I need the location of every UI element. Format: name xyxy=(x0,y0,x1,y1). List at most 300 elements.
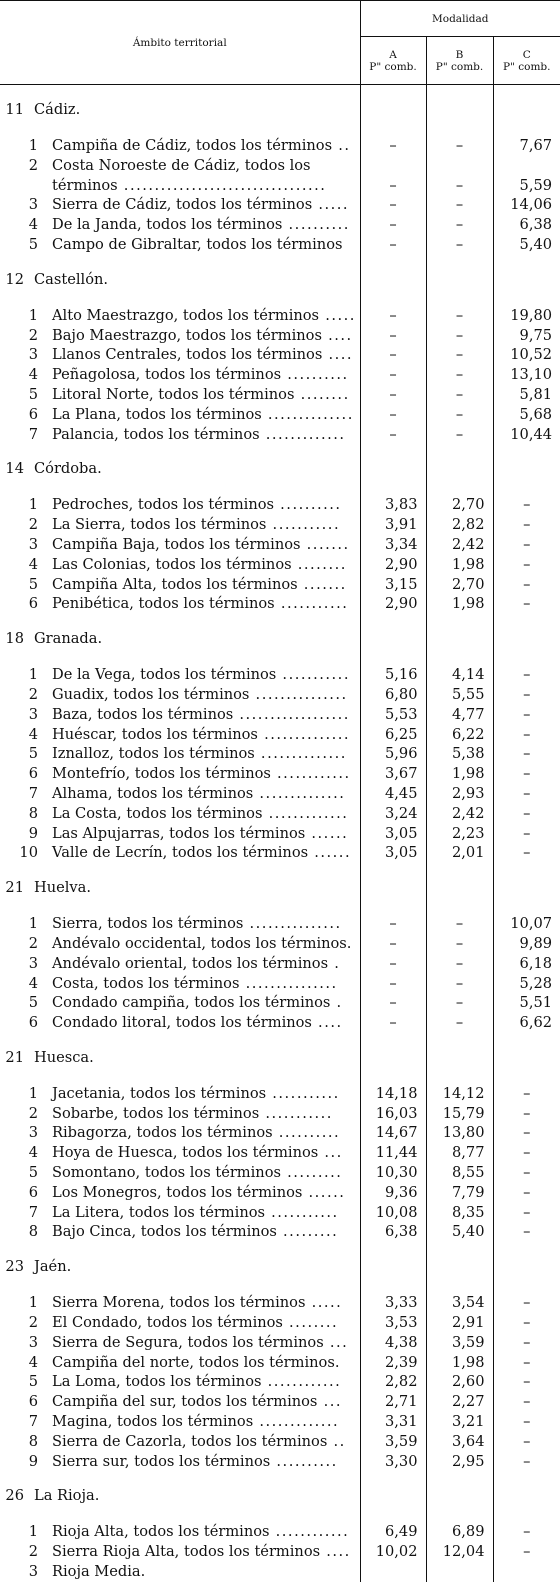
area-number: 4 xyxy=(0,1143,38,1163)
table-row xyxy=(0,914,560,934)
area-number: 1 xyxy=(0,1522,38,1542)
area-label: Costa, todos los términos xyxy=(52,975,239,992)
empty-cell xyxy=(426,1483,493,1508)
value-cell: – xyxy=(493,1452,560,1472)
value-cell: 10,02 xyxy=(360,1542,426,1562)
area-label: Bajo Cinca, todos los términos xyxy=(52,1223,277,1240)
value-cell: – xyxy=(360,914,426,934)
area-label: Litoral Norte, todos los términos xyxy=(52,386,294,403)
value-cell: – xyxy=(360,993,426,1013)
value-cell: – xyxy=(426,195,493,215)
value-cell: 12,04 xyxy=(426,1542,493,1562)
area-cell xyxy=(0,405,360,425)
area-label: Guadix, todos los términos xyxy=(52,686,249,703)
empty-cell xyxy=(360,626,426,651)
area-cell xyxy=(0,575,360,595)
spacer-cell xyxy=(360,1508,426,1522)
value-cell: – xyxy=(360,235,426,255)
area-number: 2 xyxy=(0,685,38,705)
spacer-row xyxy=(0,444,560,456)
province-row xyxy=(0,267,560,292)
spacer-cell xyxy=(426,1070,493,1084)
area-number: 6 xyxy=(0,1183,38,1203)
spacer-cell xyxy=(493,1279,560,1293)
leader-dots: ............ xyxy=(261,1373,341,1390)
area-number: 2 xyxy=(0,934,38,954)
spacer-cell xyxy=(493,444,560,456)
empty-cell xyxy=(426,875,493,900)
value-cell: – xyxy=(493,725,560,745)
area-label: Alhama, todos los términos xyxy=(52,785,253,802)
area-number: 3 xyxy=(0,705,38,725)
area-cell xyxy=(0,176,360,196)
value-cell: 14,12 xyxy=(426,1084,493,1104)
area-cell xyxy=(0,555,360,575)
table-row xyxy=(0,575,560,595)
spacer-cell xyxy=(0,1242,360,1254)
value-cell: 6,38 xyxy=(493,215,560,235)
spacer-cell xyxy=(0,900,360,914)
area-cell xyxy=(0,515,360,535)
area-number: 1 xyxy=(0,665,38,685)
value-cell: – xyxy=(426,136,493,156)
empty-cell xyxy=(360,1045,426,1070)
value-cell: 6,80 xyxy=(360,685,426,705)
area-label: Sierra de Cazorla, todos los términos xyxy=(52,1433,327,1450)
value-cell: 3,15 xyxy=(360,575,426,595)
area-label: De la Janda, todos los términos xyxy=(52,216,282,233)
col-b-header xyxy=(426,37,493,85)
province-name: Granada. xyxy=(34,630,102,647)
table-row xyxy=(0,594,560,614)
spacer-row xyxy=(0,1033,560,1045)
value-cell: 10,07 xyxy=(493,914,560,934)
spacer-cell xyxy=(0,481,360,495)
value-cell: – xyxy=(493,1432,560,1452)
spacer-cell xyxy=(426,614,493,626)
spacer-cell xyxy=(426,444,493,456)
value-cell: 3,31 xyxy=(360,1412,426,1432)
province-name: Castellón. xyxy=(34,271,108,288)
area-cell xyxy=(0,594,360,614)
area-number: 9 xyxy=(0,1452,38,1472)
area-cell xyxy=(0,495,360,515)
area-label: Ribagorza, todos los términos xyxy=(52,1124,273,1141)
area-cell xyxy=(0,326,360,346)
province-number: 14 xyxy=(0,456,24,481)
table-row xyxy=(0,1432,560,1452)
area-number: 1 xyxy=(0,914,38,934)
spacer-cell xyxy=(493,1508,560,1522)
value-cell: 2,93 xyxy=(426,784,493,804)
spacer-cell xyxy=(426,900,493,914)
value-cell: 2,95 xyxy=(426,1452,493,1472)
value-cell: 3,59 xyxy=(426,1333,493,1353)
area-number: 3 xyxy=(0,535,38,555)
area-cell xyxy=(0,1313,360,1333)
area-label: Pedroches, todos los términos xyxy=(52,496,274,513)
value-cell: – xyxy=(360,326,426,346)
value-cell: 5,53 xyxy=(360,705,426,725)
value-cell: 6,22 xyxy=(426,725,493,745)
area-cell xyxy=(0,1183,360,1203)
table-row xyxy=(0,1452,560,1472)
table-row xyxy=(0,1542,560,1562)
table-row xyxy=(0,515,560,535)
area-cell xyxy=(0,1163,360,1183)
spacer-cell xyxy=(0,651,360,665)
province-number: 26 xyxy=(0,1483,24,1508)
table-row xyxy=(0,176,560,196)
area-number: 2 xyxy=(0,1104,38,1124)
table-row xyxy=(0,1412,560,1432)
spacer-cell xyxy=(493,122,560,136)
col-b-letter: B xyxy=(427,49,493,61)
value-cell: – xyxy=(426,934,493,954)
spacer-row xyxy=(0,481,560,495)
table-row xyxy=(0,1013,560,1033)
empty-cell xyxy=(426,1045,493,1070)
value-cell: 15,79 xyxy=(426,1104,493,1124)
area-cell xyxy=(0,665,360,685)
area-cell xyxy=(0,1432,360,1452)
area-label: Palancia, todos los términos xyxy=(52,426,260,443)
area-cell xyxy=(0,764,360,784)
empty-cell xyxy=(493,1483,560,1508)
col-c-header xyxy=(493,37,560,85)
value-cell: 7,79 xyxy=(426,1183,493,1203)
table-row xyxy=(0,1333,560,1353)
leader-dots: ... xyxy=(324,1334,349,1351)
area-cell xyxy=(0,1542,360,1562)
spacer-cell xyxy=(360,481,426,495)
area-label: Campiña de Cádiz, todos los términos xyxy=(52,137,332,154)
spacer-cell xyxy=(426,255,493,267)
table-row xyxy=(0,136,560,156)
area-label: Sierra de Segura, todos los términos xyxy=(52,1334,324,1351)
value-cell: 2,70 xyxy=(426,575,493,595)
spacer-cell xyxy=(426,481,493,495)
spacer-cell xyxy=(0,1508,360,1522)
area-label: Bajo Maestrazgo, todos los términos xyxy=(52,327,322,344)
leader-dots: . xyxy=(330,994,342,1011)
value-cell: 2,90 xyxy=(360,555,426,575)
area-number: 3 xyxy=(0,954,38,974)
area-number: 9 xyxy=(0,824,38,844)
value-cell: – xyxy=(426,326,493,346)
area-number: 1 xyxy=(0,306,38,326)
area-number: 2 xyxy=(0,326,38,346)
area-label: Las Alpujarras, todos los términos xyxy=(52,825,305,842)
leader-dots: ............... xyxy=(249,686,347,703)
area-number: 6 xyxy=(0,1013,38,1033)
value-cell: – xyxy=(360,306,426,326)
leader-dots: ....... xyxy=(301,536,350,553)
area-cell xyxy=(0,974,360,994)
area-label: Campo de Gibraltar, todos los términos xyxy=(52,236,342,253)
area-label: Campiña del norte, todos los términos. xyxy=(52,1354,339,1371)
area-number: 5 xyxy=(0,993,38,1013)
table-row xyxy=(0,764,560,784)
value-cell xyxy=(493,1562,560,1582)
table-row xyxy=(0,685,560,705)
ambito-header: Ámbito territorial xyxy=(0,1,360,85)
value-cell: 10,52 xyxy=(493,345,560,365)
value-cell: – xyxy=(426,345,493,365)
area-label: Campiña del sur, todos los términos xyxy=(52,1393,317,1410)
province-name: Cádiz. xyxy=(34,101,80,118)
value-cell: – xyxy=(360,954,426,974)
area-number: 6 xyxy=(0,1392,38,1412)
value-cell: 2,71 xyxy=(360,1392,426,1412)
spacer-row xyxy=(0,1070,560,1084)
area-cell xyxy=(0,345,360,365)
province-cell xyxy=(0,1045,360,1070)
spacer-cell xyxy=(493,1242,560,1254)
leader-dots: .............. xyxy=(258,726,350,743)
value-cell: 5,28 xyxy=(493,974,560,994)
value-cell: – xyxy=(426,235,493,255)
table-row xyxy=(0,725,560,745)
area-cell xyxy=(0,1353,360,1373)
value-cell: 14,06 xyxy=(493,195,560,215)
col-b-sub: P" comb. xyxy=(427,61,493,73)
area-cell xyxy=(0,1412,360,1432)
table-row xyxy=(0,1562,560,1582)
leader-dots: ..... xyxy=(312,196,349,213)
spacer-cell xyxy=(360,1070,426,1084)
area-label: Llanos Centrales, todos los términos xyxy=(52,346,322,363)
value-cell: – xyxy=(493,1353,560,1373)
leader-dots: ........ xyxy=(283,1314,338,1331)
area-number: 2 xyxy=(0,1313,38,1333)
area-cell xyxy=(0,954,360,974)
area-cell xyxy=(0,1452,360,1472)
value-cell: – xyxy=(493,1183,560,1203)
table-row xyxy=(0,784,560,804)
empty-cell xyxy=(493,875,560,900)
table-row xyxy=(0,804,560,824)
area-cell xyxy=(0,1203,360,1223)
value-cell: – xyxy=(493,1123,560,1143)
value-cell: 5,68 xyxy=(493,405,560,425)
value-cell: – xyxy=(360,176,426,196)
value-cell: 8,55 xyxy=(426,1163,493,1183)
area-cell xyxy=(0,535,360,555)
value-cell: 5,40 xyxy=(426,1222,493,1242)
area-label: De la Vega, todos los términos xyxy=(52,666,276,683)
province-cell xyxy=(0,875,360,900)
value-cell: 9,36 xyxy=(360,1183,426,1203)
table-header xyxy=(0,1,560,85)
value-cell: 14,18 xyxy=(360,1084,426,1104)
area-number: 3 xyxy=(0,195,38,215)
area-number: 5 xyxy=(0,1372,38,1392)
table-row xyxy=(0,843,560,863)
leader-dots: .... xyxy=(320,1543,351,1560)
table-row xyxy=(0,1123,560,1143)
spacer-cell xyxy=(493,292,560,306)
area-label: El Condado, todos los términos xyxy=(52,1314,283,1331)
value-cell: – xyxy=(360,385,426,405)
area-cell xyxy=(0,725,360,745)
value-cell: 3,64 xyxy=(426,1432,493,1452)
spacer-cell xyxy=(0,1070,360,1084)
leader-dots: ............. xyxy=(260,426,346,443)
value-cell: 1,98 xyxy=(426,555,493,575)
area-cell xyxy=(0,1143,360,1163)
area-label: Sierra Rioja Alta, todos los términos xyxy=(52,1543,320,1560)
area-cell xyxy=(0,843,360,863)
value-cell: 2,82 xyxy=(360,1372,426,1392)
leader-dots: .................. xyxy=(233,706,350,723)
spacer-cell xyxy=(360,444,426,456)
value-cell: 3,21 xyxy=(426,1412,493,1432)
area-label: Baza, todos los términos xyxy=(52,706,233,723)
province-number: 21 xyxy=(0,1045,24,1070)
leader-dots: .............. xyxy=(255,745,347,762)
area-cell xyxy=(0,215,360,235)
value-cell: 2,23 xyxy=(426,824,493,844)
area-number: 7 xyxy=(0,425,38,445)
value-cell: – xyxy=(493,555,560,575)
area-cell xyxy=(0,156,360,176)
area-label: Valle de Lecrín, todos los términos xyxy=(52,844,308,861)
table-row xyxy=(0,1183,560,1203)
province-cell xyxy=(0,456,360,481)
area-cell xyxy=(0,993,360,1013)
area-label: La Plana, todos los términos xyxy=(52,406,262,423)
table-body xyxy=(0,85,560,1582)
value-cell: 11,44 xyxy=(360,1143,426,1163)
leader-dots: ........ xyxy=(294,386,349,403)
table-row xyxy=(0,1104,560,1124)
spacer-cell xyxy=(0,1471,360,1483)
value-cell: 3,53 xyxy=(360,1313,426,1333)
area-number: 8 xyxy=(0,1432,38,1452)
value-cell: – xyxy=(426,405,493,425)
value-cell xyxy=(426,1562,493,1582)
empty-cell xyxy=(360,97,426,122)
area-number: 4 xyxy=(0,725,38,745)
leader-dots: ........... xyxy=(265,1204,339,1221)
leader-dots: ............. xyxy=(253,1413,339,1430)
leader-dots: .......... xyxy=(270,1453,338,1470)
value-cell: – xyxy=(493,685,560,705)
spacer-cell xyxy=(360,614,426,626)
value-cell: 5,81 xyxy=(493,385,560,405)
col-a-header xyxy=(360,37,426,85)
value-cell: – xyxy=(360,215,426,235)
spacer-row xyxy=(0,292,560,306)
area-number: 6 xyxy=(0,764,38,784)
value-cell: – xyxy=(493,1084,560,1104)
empty-cell xyxy=(493,1254,560,1279)
table-row xyxy=(0,1293,560,1313)
area-label-continued: términos xyxy=(52,177,118,194)
spacer-cell xyxy=(0,614,360,626)
empty-cell xyxy=(493,97,560,122)
spacer-cell xyxy=(0,85,360,98)
table-row xyxy=(0,824,560,844)
spacer-cell xyxy=(0,1279,360,1293)
table-row xyxy=(0,993,560,1013)
value-cell: 3,05 xyxy=(360,843,426,863)
empty-cell xyxy=(426,97,493,122)
area-label: Sobarbe, todos los términos xyxy=(52,1105,259,1122)
value-cell: – xyxy=(360,345,426,365)
value-cell: 5,38 xyxy=(426,744,493,764)
value-cell: 5,55 xyxy=(426,685,493,705)
value-cell: – xyxy=(493,1542,560,1562)
value-cell: – xyxy=(493,744,560,764)
empty-cell xyxy=(360,267,426,292)
value-cell: 1,98 xyxy=(426,1353,493,1373)
area-number: 4 xyxy=(0,555,38,575)
area-label: Montefrío, todos los términos xyxy=(52,765,271,782)
spacer-cell xyxy=(0,292,360,306)
area-cell xyxy=(0,385,360,405)
area-label: La Loma, todos los términos xyxy=(52,1373,261,1390)
value-cell: 2,90 xyxy=(360,594,426,614)
area-number: 1 xyxy=(0,495,38,515)
value-cell: – xyxy=(360,365,426,385)
leader-dots: ...... xyxy=(305,825,348,842)
value-cell: – xyxy=(493,575,560,595)
value-cell: – xyxy=(426,306,493,326)
area-number: 7 xyxy=(0,1412,38,1432)
area-cell xyxy=(0,235,360,255)
value-cell: – xyxy=(493,535,560,555)
value-cell: 3,33 xyxy=(360,1293,426,1313)
leader-dots: .............. xyxy=(262,406,354,423)
table-row xyxy=(0,555,560,575)
table-row xyxy=(0,974,560,994)
spacer-cell xyxy=(426,1471,493,1483)
area-label: Somontano, todos los términos xyxy=(52,1164,281,1181)
spacer-cell xyxy=(360,85,426,98)
value-cell: 2,82 xyxy=(426,515,493,535)
leader-dots: .. xyxy=(332,137,350,154)
spacer-cell xyxy=(493,481,560,495)
area-cell xyxy=(0,824,360,844)
value-cell: 10,44 xyxy=(493,425,560,445)
province-name: Córdoba. xyxy=(34,460,102,477)
value-cell: 2,01 xyxy=(426,843,493,863)
col-c-sub: P" comb. xyxy=(494,61,560,73)
value-cell: 2,39 xyxy=(360,1353,426,1373)
leader-dots: ........... xyxy=(259,1105,333,1122)
col-a-letter: A xyxy=(361,49,426,61)
area-label: Sierra sur, todos los términos xyxy=(52,1453,270,1470)
value-cell: – xyxy=(426,176,493,196)
spacer-cell xyxy=(426,292,493,306)
table-row xyxy=(0,1313,560,1333)
leader-dots: ................................. xyxy=(118,177,327,194)
value-cell: – xyxy=(493,1143,560,1163)
area-number: 3 xyxy=(0,1123,38,1143)
area-number: 6 xyxy=(0,594,38,614)
leader-dots: ............. xyxy=(262,805,348,822)
value-cell: 3,34 xyxy=(360,535,426,555)
leader-dots: ............... xyxy=(239,975,337,992)
area-label: Andévalo occidental, todos los términos. xyxy=(52,935,351,952)
area-number: 8 xyxy=(0,1222,38,1242)
value-cell: – xyxy=(493,1522,560,1542)
value-cell: – xyxy=(493,665,560,685)
value-cell: 2,70 xyxy=(426,495,493,515)
table-row xyxy=(0,215,560,235)
